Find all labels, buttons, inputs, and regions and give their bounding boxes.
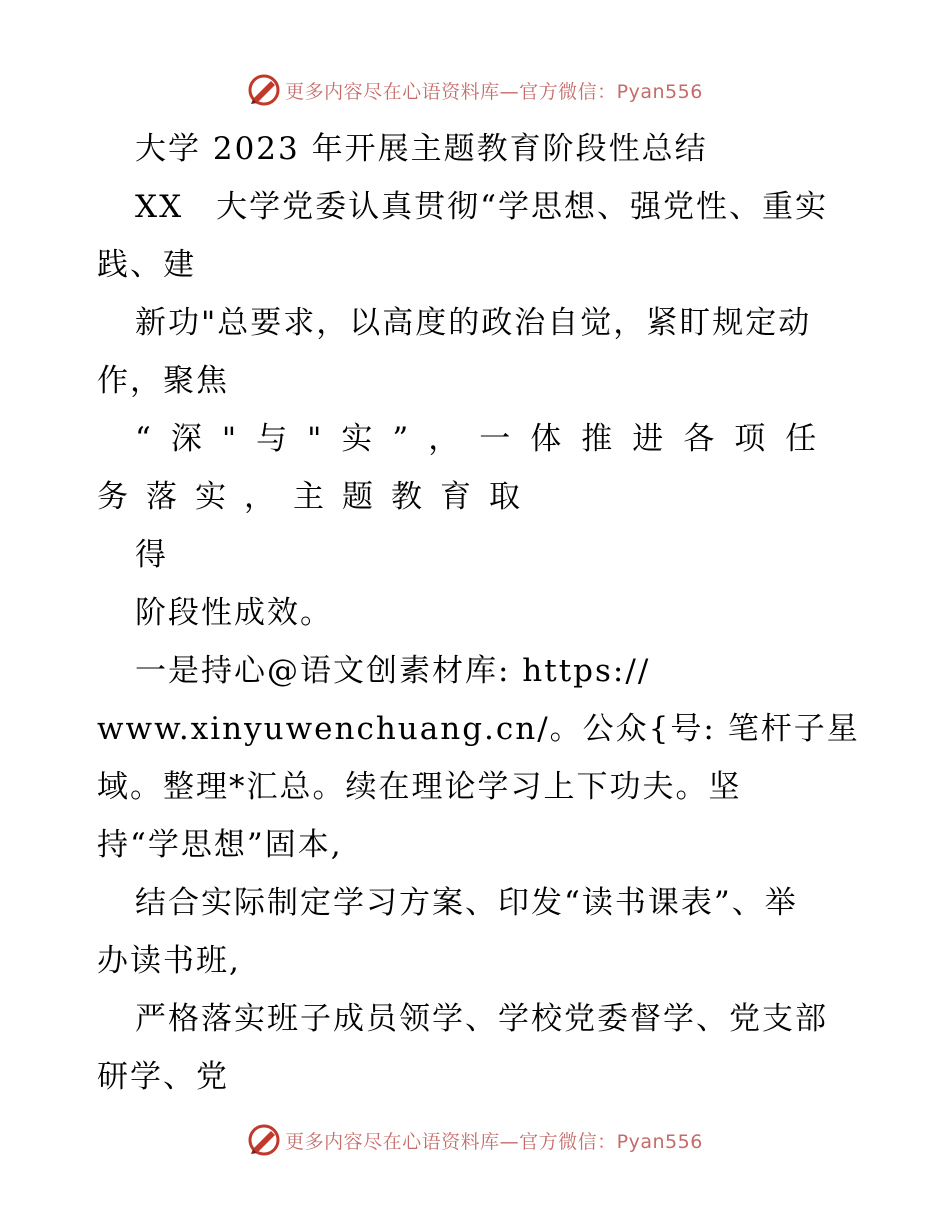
doc-title: 大学 2023 年开展主题教育阶段性总结 xyxy=(135,131,708,167)
paragraph-line: XX 大学党委认真贯彻“学思想、强党性、重实 xyxy=(135,189,828,225)
paragraph-line: 域。整理*汇总。续在理论学习上下功夫。坚 xyxy=(97,769,742,805)
pen-logo-icon xyxy=(247,73,281,107)
paragraph-line: 持“学思想”固本, xyxy=(97,827,343,863)
paragraph-line: 办读书班, xyxy=(97,943,241,979)
paragraph-line: 作，聚焦 xyxy=(97,363,229,399)
paragraph-line: 践、建 xyxy=(97,247,196,283)
pen-logo-icon xyxy=(247,1123,281,1157)
paragraph-line: www.xinyuwenchuang.cn/。公众{号: 笔杆子星 xyxy=(97,711,860,747)
paragraph-line: 得 xyxy=(135,537,168,573)
paragraph-line: 严格落实班子成员领学、学校党委督学、党支部 xyxy=(135,1001,828,1037)
banner-text: 更多内容尽在心语资料库—官方微信：Pyan556 xyxy=(285,1130,703,1153)
footer-banner xyxy=(0,1120,950,1160)
paragraph-line: 务落实，主题教育取 xyxy=(97,479,538,515)
banner-text: 更多内容尽在心语资料库—官方微信：Pyan556 xyxy=(285,80,703,103)
header-banner xyxy=(0,70,950,110)
paragraph-line: 一是持心@语文创素材库: https:// xyxy=(135,653,651,689)
document-body xyxy=(97,120,860,1106)
paragraph-line: 阶段性成效。 xyxy=(135,595,333,631)
paragraph-line: 研学、党 xyxy=(97,1059,229,1095)
paragraph-line: 结合实际制定学习方案、印发“读书课表”、举 xyxy=(135,885,798,921)
paragraph-line: 新功"总要求，以高度的政治自觉，紧盯规定动 xyxy=(135,305,812,341)
paragraph-line: “深"与"实”，一体推进各项任 xyxy=(135,421,837,457)
